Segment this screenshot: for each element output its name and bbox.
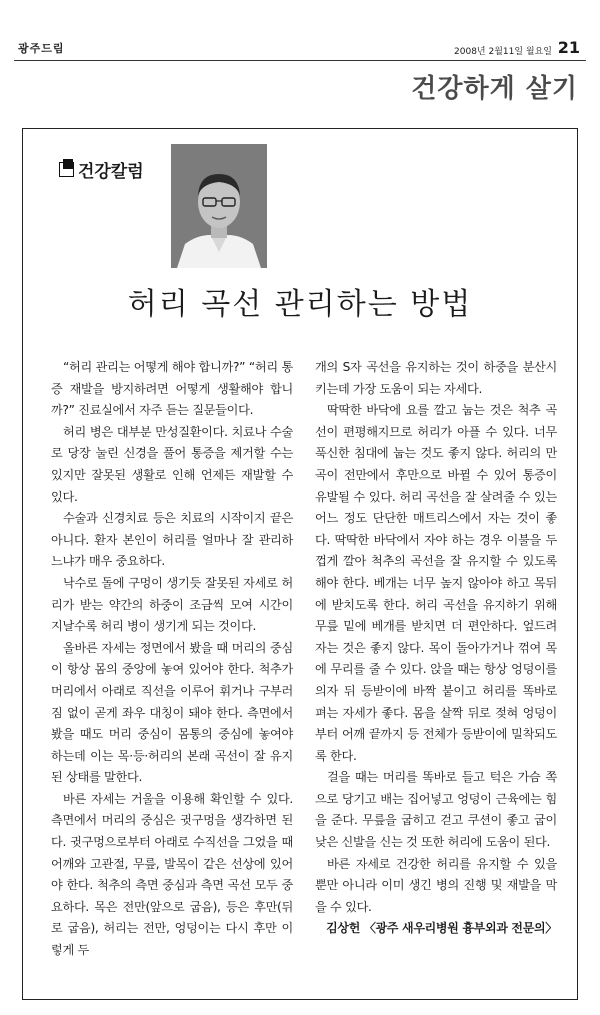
right-column	[315, 357, 557, 962]
column-label-text: 건강칼럼	[78, 162, 144, 182]
article-frame	[22, 128, 578, 1000]
column-label	[59, 157, 144, 182]
paragraph: 수술과 신경치료 등은 치료의 시작이지 끝은 아니다. 환자 본인이 허리를 얼마나 잘 관리하느냐가 매우 중요하다.	[51, 511, 293, 569]
paragraph: 올바른 자세는 정면에서 봤을 때 머리의 중심이 항상 몸의 중앙에 놓여 있어야 한다. 척추가 머리에서 아래로 직선을 이루어 휘거나 구부러짐 없이 곧게 좌우 대칭이 돼야 한다. 측면에서 봤을 때도 머리 중심이 몸통의 중심에 놓여야 하는데 이는 목·등·허리의 본래 곡선이 잘 유지된 상태를 말한다.	[51, 640, 293, 785]
masthead: 광주드림	[18, 42, 65, 55]
headline: 허리 곡선 관리하는 방법	[127, 287, 473, 322]
paragraph: 딱딱한 바닥에 요를 깔고 눕는 것은 척추 곡선이 편평해지므로 허리가 아플 수 있다. 너무 푹신한 침대에 눕는 것도 좋지 않다. 허리의 만곡이 전만에서 후만으로 바뀔 수 있어 통증이 유발될 수 있다. 허리 곡선을 잘 살려줄 수 있는 어느 정도 단단한 매트리스에서 자는 것이 좋다. 딱딱한 바닥에서 자야 하는 경우 이불을 두껍게 깔아 척추의 곡선을 잘 유지할 수 있도록 해야 한다. 베개는 너무 높지 않아야 하고 목뒤에 받치도록 한다. 허리 곡선을 유지하기 위해 무릎 밑에 베개를 받치면 더 편안하다. 엎드려 자는 것은 좋지 않다. 목이 돌아가거나 꺾여 목에 무리를 줄 수 있다. 앉을 때는 항상 엉덩이를 의자 뒤 등받이에 바짝 붙이고 허리를 똑바로 펴는 자세가 좋다. 몸을 살짝 뒤로 젖혀 엉덩이부터 어깨 끝까지 등 전체가 등받이에 밀착되도록 한다.	[315, 403, 557, 763]
dateline: 2008년 2월11일 월요일	[454, 47, 552, 57]
byline: 김상헌 〈광주 새우리병원 흉부외과 전문의〉	[326, 921, 557, 936]
paragraph: 걸을 때는 머리를 똑바로 들고 턱은 가슴 쪽으로 당기고 배는 집어넣고 엉덩이 근육에는 힘을 준다. 무릎을 굽히고 걷고 쿠션이 좋고 굽이 낮은 신발을 신는 것 또한 허리에 도움이 된다.	[315, 770, 557, 850]
author-portrait-icon	[171, 144, 267, 268]
paragraph: “허리 관리는 어떻게 해야 합니까?” “허리 통증 재발을 방지하려면 어떻게 생활해야 합니까?” 진료실에서 자주 듣는 질문들이다.	[51, 360, 293, 418]
paragraph: 낙수로 돌에 구멍이 생기듯 잘못된 자세로 허리가 받는 약간의 하중이 조금씩 모여 시간이 지날수록 허리 병이 생기게 되는 것이다.	[51, 575, 293, 634]
page-number: 21	[557, 38, 580, 57]
left-column	[51, 357, 293, 962]
paragraph: 개의 S자 곡선을 유지하는 것이 하중을 분산시키는데 가장 도움이 되는 자세다.	[315, 360, 557, 396]
paragraph: 바른 자세로 건강한 허리를 유지할 수 있을 뿐만 아니라 이미 생긴 병의 진행 및 재발을 막을 수 있다.	[315, 856, 557, 914]
square-bullet-icon	[59, 162, 74, 177]
paragraph: 바른 자세는 거울을 이용해 확인할 수 있다. 측면에서 머리의 중심은 귓구멍을 생각하면 된다. 귓구멍으로부터 아래로 수직선을 그었을 때 어깨와 고관절, 무릎, 발목이 같은 선상에 있어야 한다. 척추의 측면 중심과 측면 곡선 모두 중요하다. 목은 전만(앞으로 굽음), 등은 후만(뒤로 굽음), 허리는 전만, 엉덩이는 다시 후만 이렇게 두	[51, 791, 293, 958]
section-title: 건강하게 살기	[411, 74, 578, 104]
header-rule	[14, 60, 586, 61]
article-body	[51, 357, 557, 962]
author-photo	[171, 144, 267, 268]
paragraph: 허리 병은 대부분 만성질환이다. 치료나 수술로 당장 눌린 신경을 풀어 통증을 제거할 수는 있지만 잘못된 생활로 인해 언제든 재발할 수 있다.	[51, 424, 293, 504]
